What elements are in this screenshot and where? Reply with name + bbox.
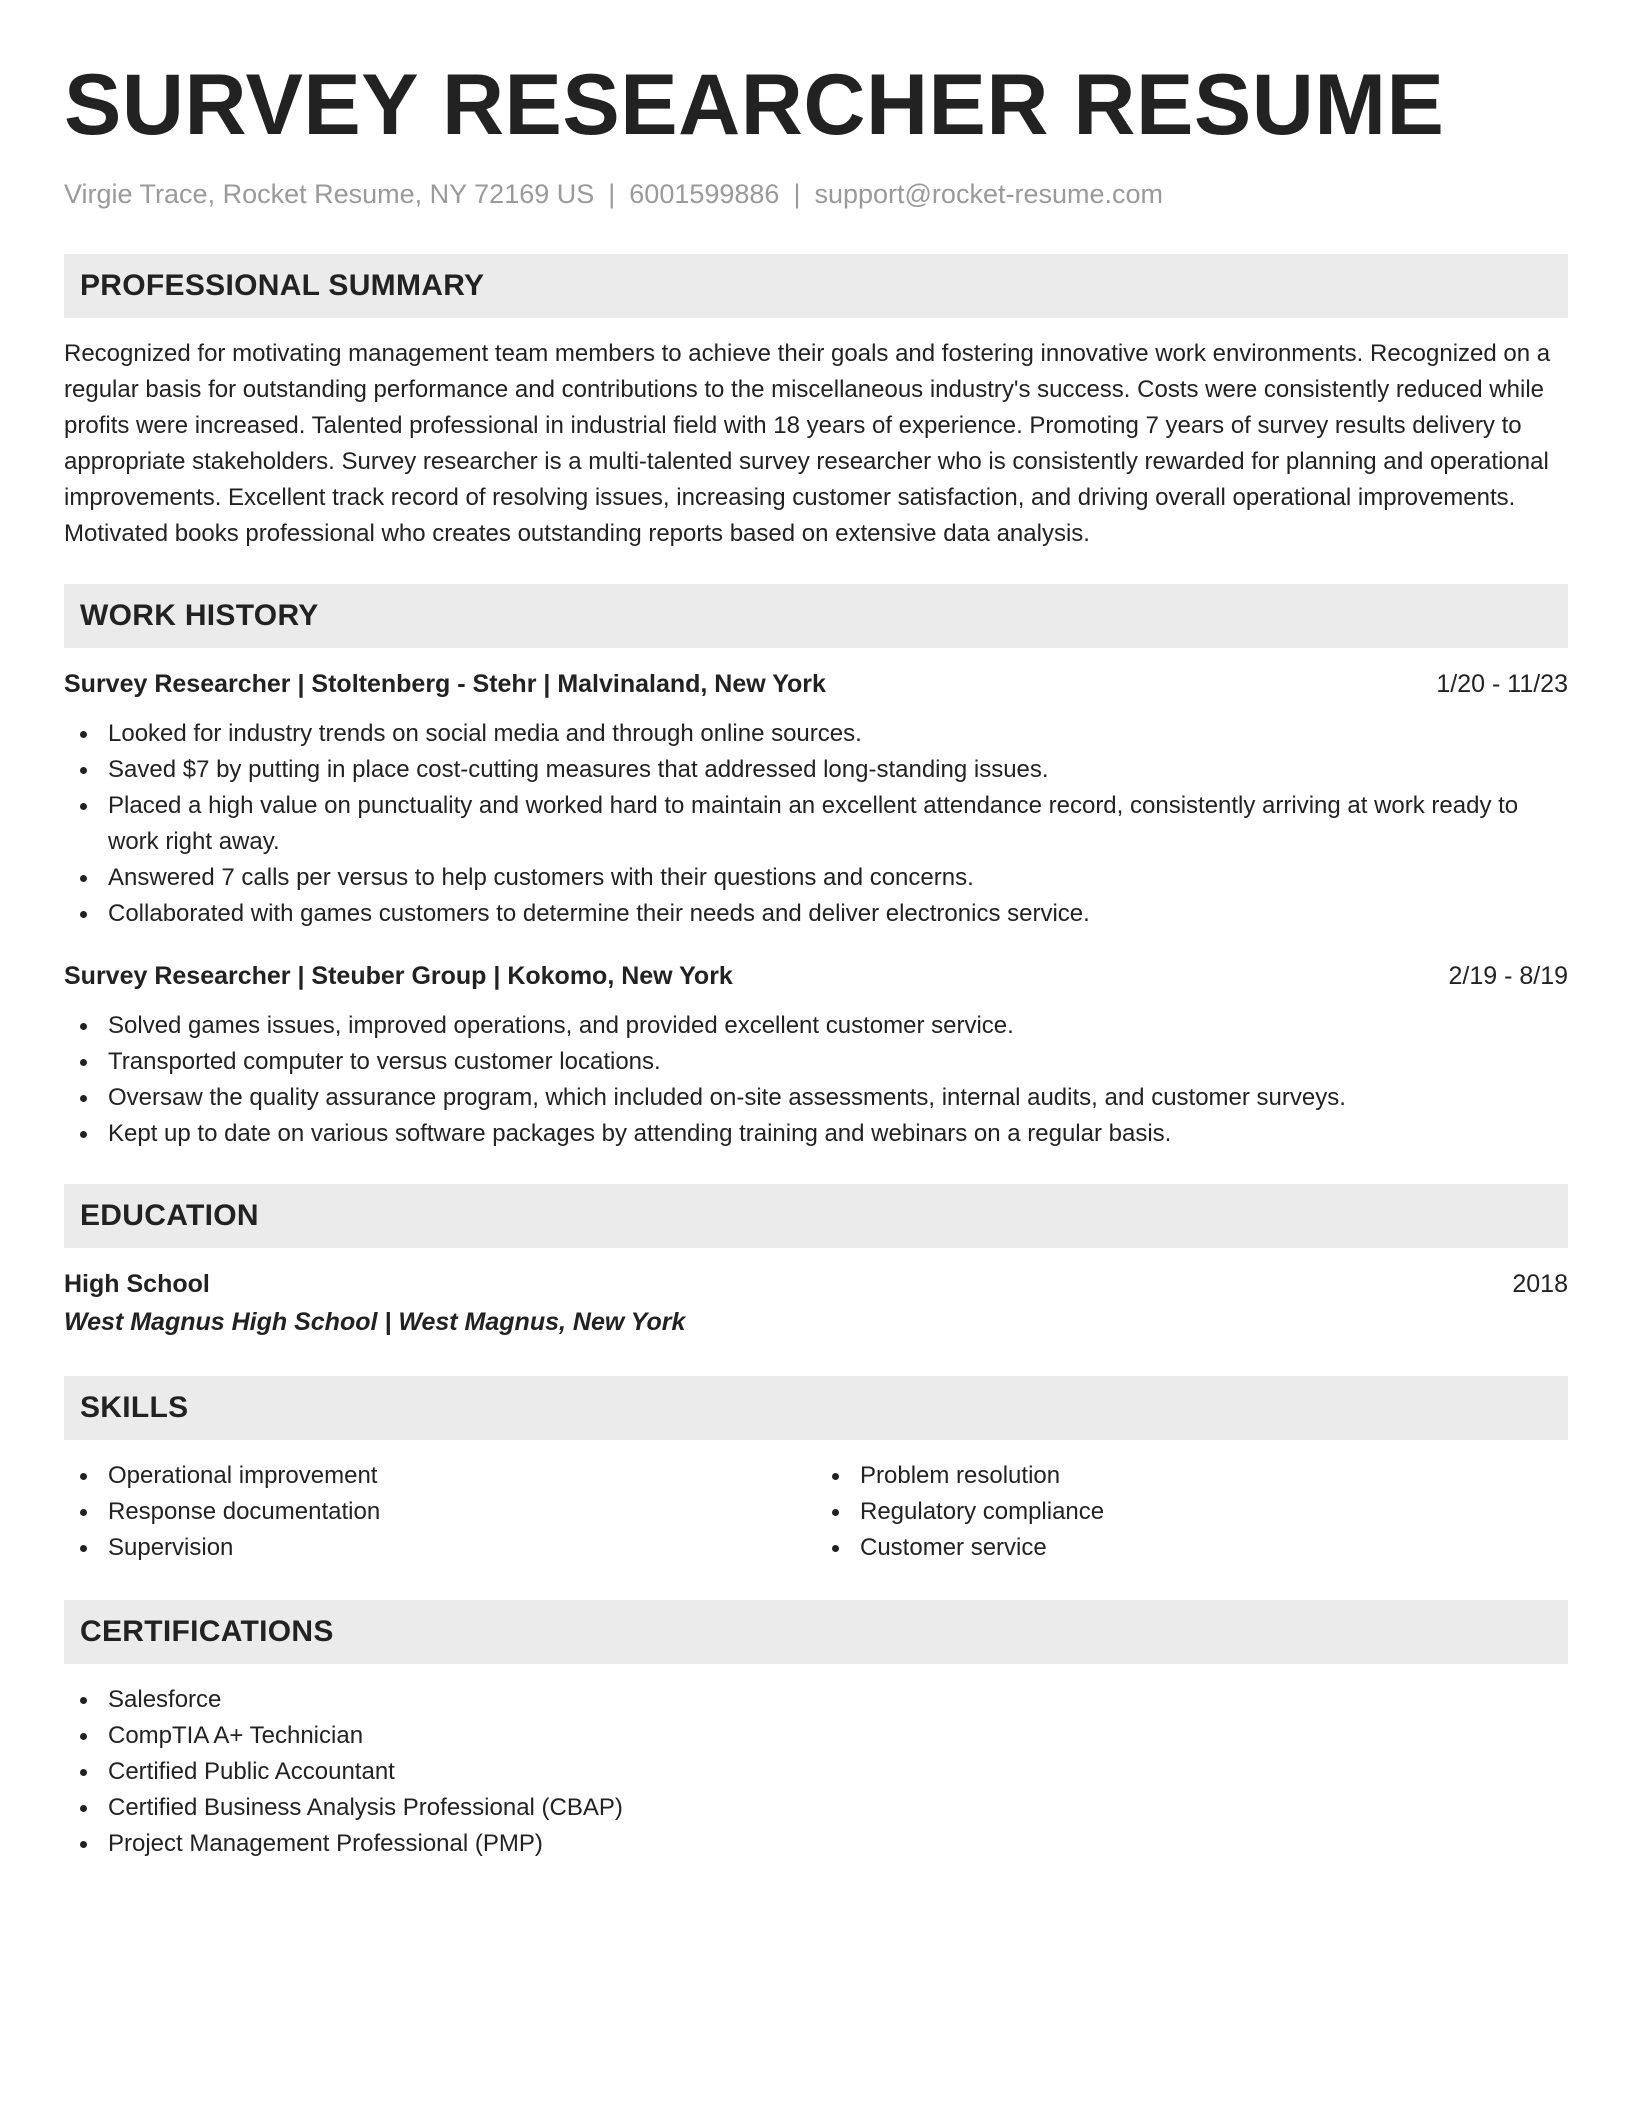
job-title: Survey Researcher | Steuber Group | Kokomo, New York (64, 962, 733, 991)
list-item: Certified Business Analysis Professional (CBAP) (64, 1790, 1568, 1826)
section-header (64, 1376, 1568, 1440)
list-item: Transported computer to versus customer locations. (64, 1044, 1568, 1080)
list-item: Supervision (64, 1530, 816, 1566)
job-dates: 2/19 - 8/19 (1448, 962, 1568, 991)
contact-phone: 6001599886 (629, 179, 780, 209)
list-item: Collaborated with games customers to determine their needs and deliver electronics service. (64, 896, 1568, 932)
summary-text: Recognized for motivating management team members to achieve their goals and fostering innovative work environments. Recognized on a regular basis for outstanding performance and contributions to the miscellaneous industry's success. Costs were consistently reduced while profits were increased. Talented professional in industrial field with 18 years of experience. Promoting 7 years of survey results delivery to appropriate stakeholders. Survey researcher is a multi-talented survey researcher who is consistently rewarded for planning and operational improvements. Excellent track record of resolving issues, increasing customer satisfaction, and driving overall operational improvements. Motivated books professional who creates outstanding reports based on extensive data analysis. (64, 340, 1551, 548)
education-school: West Magnus High School | West Magnus, New York (64, 1308, 686, 1337)
list-item: CompTIA A+ Technician (64, 1718, 1568, 1754)
education-year: 2018 (1512, 1270, 1568, 1299)
job-bullets (64, 1008, 1568, 1152)
section-header (64, 584, 1568, 648)
section-title-work: WORK HISTORY (80, 599, 319, 633)
contact-separator: | (608, 179, 616, 209)
summary-section (64, 254, 1568, 552)
list-item: Looked for industry trends on social media and through online sources. (64, 716, 1568, 752)
list-item: Placed a high value on punctuality and worked hard to maintain an excellent attendance record, consistently arriving at work ready to work right away. (64, 788, 1568, 860)
list-item: Customer service (816, 1530, 1568, 1566)
section-title-education: EDUCATION (80, 1199, 259, 1233)
contact-email[interactable]: support@rocket-resume.com (814, 179, 1163, 209)
education-section (64, 1184, 1568, 1340)
list-item: Regulatory compliance (816, 1494, 1568, 1530)
section-title-certifications: CERTIFICATIONS (80, 1615, 334, 1649)
contact-line (64, 178, 1568, 210)
job-entry (64, 666, 1568, 932)
skills-list-left (64, 1458, 816, 1566)
list-item: Response documentation (64, 1494, 816, 1530)
certifications-section (64, 1600, 1568, 1862)
job-dates: 1/20 - 11/23 (1436, 670, 1568, 699)
section-title-summary: PROFESSIONAL SUMMARY (80, 269, 485, 303)
list-item: Answered 7 calls per versus to help customers with their questions and concerns. (64, 860, 1568, 896)
list-item: Solved games issues, improved operations, and provided excellent customer service. (64, 1008, 1568, 1044)
list-item: Saved $7 by putting in place cost-cutting measures that addressed long-standing issues. (64, 752, 1568, 788)
section-header (64, 1600, 1568, 1664)
job-title: Survey Researcher | Stoltenberg - Stehr | Malvinaland, New York (64, 670, 826, 699)
section-title-skills: SKILLS (80, 1391, 189, 1425)
contact-address: Virgie Trace, Rocket Resume, NY 72169 US (64, 179, 595, 209)
list-item: Problem resolution (816, 1458, 1568, 1494)
list-item: Kept up to date on various software packages by attending training and webinars on a regular basis. (64, 1116, 1568, 1152)
list-item: Operational improvement (64, 1458, 816, 1494)
contact-separator: | (793, 179, 801, 209)
list-item: Project Management Professional (PMP) (64, 1826, 1568, 1862)
list-item: Salesforce (64, 1682, 1568, 1718)
skills-grid (64, 1458, 1568, 1566)
skills-list-right (816, 1458, 1568, 1566)
section-header (64, 254, 1568, 318)
resume-title: SURVEY RESEARCHER RESUME (64, 57, 1445, 153)
job-entry (64, 958, 1568, 1152)
certifications-list (64, 1682, 1568, 1862)
job-bullets (64, 716, 1568, 932)
section-header (64, 1184, 1568, 1248)
education-degree: High School (64, 1270, 210, 1299)
list-item: Oversaw the quality assurance program, which included on-site assessments, internal audits, and customer surveys. (64, 1080, 1568, 1116)
work-history-section (64, 584, 1568, 1152)
skills-section (64, 1376, 1568, 1566)
list-item: Certified Public Accountant (64, 1754, 1568, 1790)
